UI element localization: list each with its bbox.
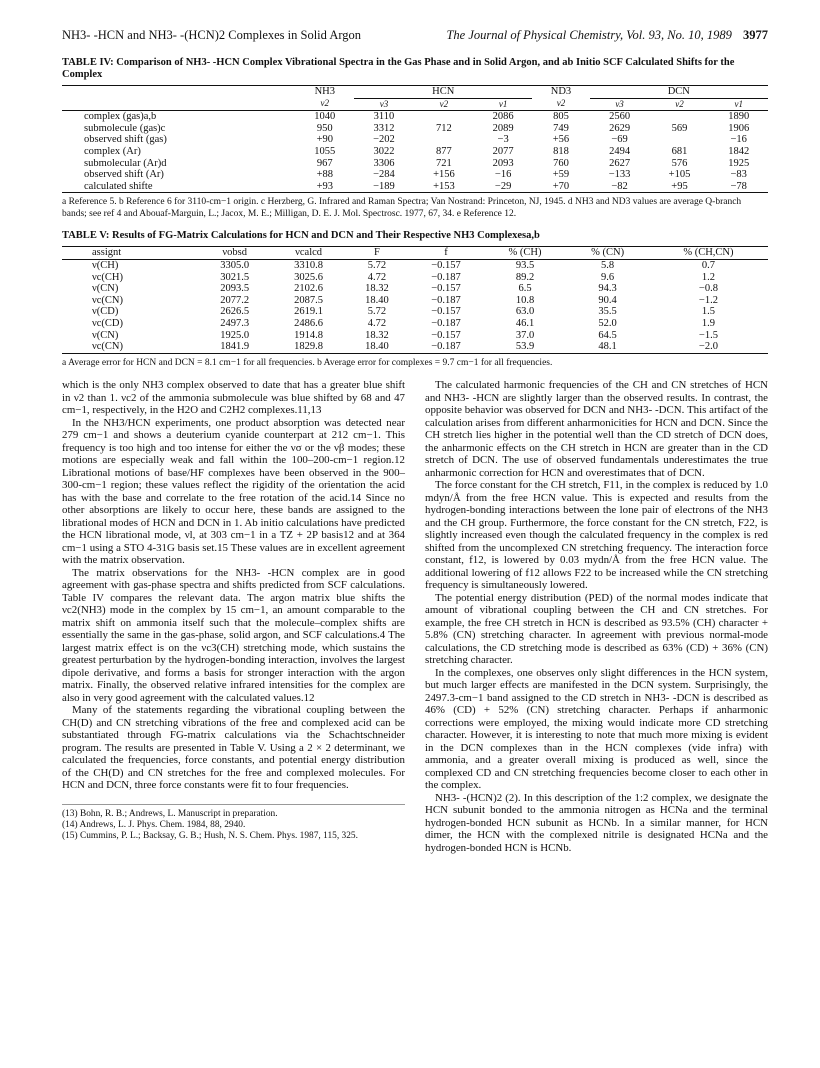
- table-cell: 2494: [609, 145, 631, 157]
- paragraph: Many of the statements regarding the vibrational coupling between the CH(D) and CN stretching vibrations of the free and complexed acid can be substantiated through FG-matrix calculations via the Schachtschneider program. The results are presented in Table V. Using a 2 × 2 determinant, we calculated the frequencies, force constants, and potential energy distribution of the CH(D) and CN stretches for the free and complexed molecules. For HCN and DCN, three force constants were fit to four frequencies.: [62, 704, 405, 792]
- table-cell: 1914.8: [294, 329, 324, 341]
- table-cell: 681: [671, 145, 688, 157]
- table-cell: 18.40: [365, 294, 389, 306]
- table-cell: 1842: [728, 145, 750, 157]
- table4-subhead: ν1: [498, 98, 508, 109]
- table-row: [62, 318, 768, 330]
- table-cell: 3025.6: [294, 271, 324, 283]
- row-label: complex (Ar): [84, 145, 141, 157]
- table4-group-hcn: HCN: [354, 86, 532, 99]
- table-cell: −0.187: [431, 341, 461, 353]
- table-cell: [414, 111, 474, 123]
- paragraph: The calculated harmonic frequencies of the CH and CN stretches of HCN and NH3- -HCN are slightly larger than the observed results. In contrast, the opposite behavior was observed for DCN and NH3- -DCN. This artifact of the calculation arises from different anharmonicities for HCN and DCN. Since the CH stretch lies higher in the potential well than the CD stretch of DCN does, the anharmonic effects on the CH stretch in HCN are greater than in the CD stretch of DCN. The use of observed fundamentals underestimates the true anharmonic correction for HCN and overestimates that of DCN.: [425, 379, 768, 479]
- table-cell: 760: [553, 157, 569, 169]
- table-cell: 805: [553, 111, 569, 123]
- table-cell: −69: [611, 134, 628, 146]
- table-cell: +93: [316, 180, 333, 192]
- table-cell: −83: [730, 169, 747, 181]
- table-cell: −189: [373, 180, 395, 192]
- table-cell: +88: [316, 169, 333, 181]
- table-row: [62, 181, 768, 193]
- table-cell: 2077: [492, 145, 514, 157]
- table-cell: +56: [552, 134, 570, 146]
- table5-caption: TABLE V: Results of FG-Matrix Calculations for HCN and DCN and Their Respective NH3 Complexesa,b: [62, 230, 540, 242]
- table-cell: 2086: [492, 111, 514, 123]
- table-cell: 818: [553, 145, 569, 157]
- table-cell: −82: [611, 180, 628, 192]
- table-cell: 52.0: [598, 317, 617, 329]
- paragraph: The matrix observations for the NH3- -HCN complex are in good agreement with gas-phase spectra and shifts predicted from SCF calculations. Table IV compares the relevant data. The argon matrix blue shifts the νc2(NH3) mode in the complex by 15 cm−1, an amount comparable to the matrix shift on ammonia itself such that the molecule–complex shifts are essentially the same in the gas-phase, solid argon, and SCF calculations.4 The largest matrix effect is on the νc3(CH) stretching mode, which sustains the greatest perturbation by the hydrogen-bonding interaction, involves the largest dipole derivative, and forms a basis for stronger interaction with the argon matrix. Finally, the observed relative infrared intensities for the complex are also in very good agreement with the calculated values.12: [62, 566, 405, 704]
- table4-subheader-row: [62, 98, 768, 111]
- table-cell: 0.7: [701, 259, 715, 271]
- table-cell: −284: [373, 169, 395, 181]
- table-cell: −78: [730, 180, 747, 192]
- table-cell: ν(CH): [92, 259, 119, 271]
- row-label: complex (gas)a,b: [84, 111, 157, 123]
- body-columns: [62, 379, 768, 854]
- table4-subhead: ν3: [379, 98, 389, 109]
- table-cell: 2486.6: [294, 317, 324, 329]
- row-label: observed shift (Ar): [84, 169, 164, 181]
- table-cell: 1.9: [701, 317, 715, 329]
- column-header: % (CH,CN): [683, 247, 734, 259]
- table4-caption: TABLE IV: Comparison of NH3- -HCN Complex Vibrational Spectra in the Gas Phase and in Solid Argon, and ab Initio SCF Calculated Shifts for the Complex: [62, 57, 735, 80]
- table-cell: ν(CN): [92, 329, 119, 341]
- table-row: [62, 295, 768, 307]
- table-row: [62, 123, 768, 135]
- table-cell: −16: [494, 169, 512, 181]
- paragraph: In the NH3/HCN experiments, one product absorption was detected near 279 cm−1 and shows a deuterium cyanide counterpart at 212 cm−1. This frequency is too high and too intense for either the νσ or the νβ modes; these motions are especially weak and fall within the 100–200-cm−1 region.12 Librational motions of base/HF complexes have been observed in the 900–300-cm−1 region; these values reflect the rigidity of the orientation the acid has with the base and correlate to the free rotation of the acid.14 Since no other absorptions are likely to occur here, these bands are assigned to the librational modes of HCN and DCN in 1. Ab initio calculations have predicted the HCN librational mode, νl, at 303 cm−1 in a TZ + 2P basis12 and at 364 cm−1 using a STO 4-31G basis set.15 These values are in excellent agreement with the matrix observation.: [62, 416, 405, 567]
- table-row: [62, 134, 768, 146]
- table-row: [62, 341, 768, 353]
- table-cell: 2102.6: [294, 283, 324, 295]
- table-cell: 877: [436, 145, 452, 157]
- table-cell: 2560: [609, 111, 631, 123]
- table-cell: 18.32: [365, 329, 389, 341]
- reference-item: (15) Cummins, P. L.; Backsay, G. B.; Hush, N. S. Chem. Phys. 1987, 115, 325.: [62, 830, 358, 841]
- table5: [62, 246, 768, 353]
- table-cell: 1925.0: [220, 329, 250, 341]
- running-head: [62, 28, 768, 43]
- paragraph: The force constant for the CH stretch, F11, in the complex is reduced by 1.0 mdyn/Å from the free HCN value. This is expected and results from the hydrogen-bonding interactions between the lone pair of electrons of the NH3 and the CH group. Furthermore, the force constant for the CN stretch, F22, is slightly increased even though the calculated frequency in the complex is red shifted from the uncomplexed CN stretching frequency. The interaction force constant, f12, is lowered by 0.03 mydn/Å from the free HCN value. The additional lowering of f12 allows F22 to be increased while the CN stretching frequency is simultaneously lowered.: [425, 479, 768, 592]
- running-head-title: NH3- -HCN and NH3- -(HCN)2 Complexes in Solid Argon: [62, 28, 362, 42]
- table-cell: −0.157: [431, 259, 461, 271]
- row-label: submolecule (gas)c: [84, 122, 166, 134]
- table-cell: 9.6: [601, 271, 615, 283]
- table4-group-nh3: NH3: [314, 86, 335, 98]
- table-cell: νc(CN): [92, 294, 123, 306]
- table-cell: 569: [671, 122, 688, 134]
- table-cell: 2093: [492, 157, 514, 169]
- table-cell: [414, 134, 474, 146]
- table-cell: +70: [552, 180, 570, 192]
- table5-body: [62, 259, 768, 353]
- table-cell: −0.187: [431, 271, 461, 283]
- table-cell: ν(CN): [92, 283, 119, 295]
- table-cell: 46.1: [515, 317, 535, 329]
- table-cell: 1829.8: [294, 341, 324, 353]
- table-cell: νc(CN): [92, 341, 123, 353]
- table-cell: 1.2: [701, 271, 715, 283]
- table4-group-nd3: ND3: [550, 86, 572, 98]
- column-header: F: [374, 247, 380, 259]
- table-cell: +153: [433, 180, 455, 192]
- table-cell: 721: [436, 157, 452, 169]
- table-cell: +59: [552, 169, 570, 181]
- table-cell: 967: [316, 157, 333, 169]
- table-row: [62, 283, 768, 295]
- table-cell: −0.187: [431, 294, 461, 306]
- reference-item: (14) Andrews, L. J. Phys. Chem. 1984, 88, 2940.: [62, 819, 246, 830]
- table-cell: +90: [316, 134, 333, 146]
- table-row: [62, 330, 768, 342]
- table-cell: 5.72: [367, 259, 387, 271]
- left-column: [62, 379, 405, 854]
- table4-subhead: ν2: [320, 98, 330, 109]
- paragraph: In the complexes, one observes only slight differences in the HCN system, but much larger effects are manifested in the DCN system. Surprisingly, the 2497.3-cm−1 band assigned to the CD stretch in NH3- -DCN is described as 46% (CD) + 52% (CN) stretching character. Perhaps if anharmonic corrections were employed, the mixing would indicate more CD stretching character. However, it is interesting to note that much more mixing is evident in the DCN complexes than in the HCN complexes (vide infra) with ammonia, and a greater overall mixing is produced as well, since the complexed CD and CN stretching frequencies become closer to each other in the complex.: [425, 666, 768, 792]
- table-cell: 1040: [314, 111, 336, 123]
- table-cell: 18.32: [365, 283, 389, 295]
- table-cell: 2497.3: [220, 317, 250, 329]
- table-cell: 6.5: [518, 283, 532, 295]
- table-cell: 1.5: [701, 306, 715, 318]
- table-cell: 2626.5: [220, 306, 250, 318]
- row-label: submolecular (Ar)d: [84, 157, 167, 169]
- table-cell: 712: [436, 122, 452, 134]
- table-cell: −133: [608, 169, 631, 181]
- table4-subhead: ν3: [615, 98, 624, 109]
- table-cell: 950: [316, 122, 333, 134]
- table4-subhead: ν1: [734, 98, 743, 109]
- table-cell: −3: [497, 134, 509, 146]
- table-row: [62, 306, 768, 318]
- table-cell: 1055: [314, 145, 336, 157]
- table-cell: 2627: [609, 157, 631, 169]
- table-cell: 37.0: [515, 329, 535, 341]
- table-cell: −2.0: [698, 341, 718, 353]
- table-cell: 1841.9: [220, 341, 250, 353]
- table-cell: −16: [730, 134, 747, 146]
- table-cell: 64.5: [598, 329, 617, 341]
- table-row: [62, 169, 768, 181]
- references: [62, 804, 405, 842]
- table-cell: 5.8: [601, 259, 615, 271]
- table-cell: −0.187: [431, 317, 461, 329]
- column-header: assignt: [92, 247, 122, 259]
- table-cell: 18.40: [365, 341, 389, 353]
- table4-subhead: ν2: [556, 98, 566, 109]
- column-header: % (CH): [508, 247, 542, 259]
- table4-subhead: ν2: [439, 98, 449, 109]
- table4-body: [62, 111, 768, 193]
- journal-citation: The Journal of Physical Chemistry, Vol. 93, No. 10, 1989: [446, 28, 732, 42]
- table-cell: 1906: [728, 122, 750, 134]
- reference-item: (13) Bohn, R. B.; Andrews, L. Manuscript in preparation.: [62, 808, 278, 819]
- table-cell: [650, 134, 710, 146]
- table-cell: −0.157: [431, 306, 461, 318]
- column-header: νcalcd: [295, 247, 323, 259]
- table-cell: +156: [433, 169, 455, 181]
- table-cell: 3022: [373, 145, 395, 157]
- table-cell: νc(CD): [92, 317, 123, 329]
- table4-subhead: ν2: [675, 98, 684, 109]
- table-cell: 4.72: [367, 271, 387, 283]
- table-cell: −1.2: [698, 294, 718, 306]
- table-cell: ν(CD): [92, 306, 119, 318]
- paragraph: which is the only NH3 complex observed to date that has a greater blue shift in ν2 than 1. νc2 of the ammonia submolecule was blue shifted by 68 and 47 cm−1, respectively, in the H2O and C2H2 complexes.11,13: [62, 379, 405, 417]
- table-cell: 89.2: [515, 271, 535, 283]
- table-cell: νc(CH): [92, 271, 123, 283]
- table-cell: −0.157: [431, 329, 461, 341]
- table-cell: 48.1: [598, 341, 617, 353]
- table-cell: 2077.2: [220, 294, 250, 306]
- table-cell: −1.5: [698, 329, 718, 341]
- table-cell: −202: [373, 134, 395, 146]
- table-row: [62, 259, 768, 271]
- column-header: νobsd: [222, 247, 247, 259]
- table5-header-row: [62, 247, 768, 260]
- page-number: 3977: [743, 28, 768, 42]
- table-cell: +105: [668, 169, 691, 181]
- table-cell: 63.0: [515, 306, 535, 318]
- table-cell: 3110: [373, 111, 395, 123]
- table-cell: 2093.5: [220, 283, 250, 295]
- table-cell: 94.3: [598, 283, 617, 295]
- table-cell: 749: [553, 122, 569, 134]
- table-cell: 93.5: [515, 259, 535, 271]
- table-cell: 2619.1: [294, 306, 324, 318]
- table-cell: 3310.8: [294, 259, 324, 271]
- table-cell: −29: [494, 180, 512, 192]
- table-cell: [650, 111, 710, 123]
- table-cell: 3312: [373, 122, 395, 134]
- table-cell: 5.72: [367, 306, 387, 318]
- table-cell: 2089: [492, 122, 514, 134]
- table-cell: 35.5: [598, 306, 617, 318]
- row-label: observed shift (gas): [84, 134, 167, 146]
- table4-group-dcn: DCN: [590, 86, 768, 99]
- table-cell: −0.8: [698, 283, 718, 295]
- running-head-journal: [446, 28, 768, 43]
- table-cell: 1890: [728, 111, 750, 123]
- right-column: [425, 379, 768, 854]
- paragraph: NH3- -(HCN)2 (2). In this description of the 1:2 complex, we designate the HCN subunit bonded to the ammonia nitrogen as HCNa and the terminal hydrogen-bonded HCN subunit as HCNb. In a similar manner, for HCN dimer, the HCN with the complexed nitrile is designated HCNa and the hydrogen-bonded HCN is HCNb.: [425, 791, 768, 854]
- table-row: [62, 146, 768, 158]
- table-cell: 4.72: [367, 317, 387, 329]
- table4: [62, 85, 768, 193]
- table-row: [62, 158, 768, 170]
- paragraph: The potential energy distribution (PED) of the normal modes indicate that amount of vibrational coupling between the CH and CN stretches. For example, the free CH stretch in HCN is described as 93.5% (CH) character + 5.8% (CN) stretching character. In agreement with previous normal-mode calculations, the CD stretching mode is described as 63% (CD) + 36% (CN) stretching character.: [425, 591, 768, 667]
- column-header: f: [444, 247, 448, 259]
- table-cell: 90.4: [598, 294, 617, 306]
- table-cell: −0.157: [431, 283, 461, 295]
- table-cell: 53.9: [515, 341, 535, 353]
- table-cell: 2629: [609, 122, 631, 134]
- journal-page: [62, 28, 768, 854]
- table-cell: 576: [671, 157, 688, 169]
- table-cell: 3305.0: [220, 259, 250, 271]
- table-cell: +95: [671, 180, 688, 192]
- row-label: calculated shifte: [84, 180, 153, 192]
- table-row: [62, 111, 768, 123]
- table-cell: 2087.5: [294, 294, 324, 306]
- table-cell: 1925: [728, 157, 750, 169]
- table-cell: 3021.5: [220, 271, 250, 283]
- table4-footnote: a Reference 5. b Reference 6 for 3110-cm−1 origin. c Herzberg, G. Infrared and Raman Spectra; Van Nostrand: Princeton, NJ, 1945. d NH3 and ND3 values are average Q-branch bands; see ref 4 and Abouaf-Marguin, L.; Jacox, M. E.; Milligan, D. E. J. Mol. Spectrosc. 1977, 67, 34. e Reference 12.: [62, 197, 742, 219]
- table-cell: 3306: [373, 157, 395, 169]
- table-row: [62, 272, 768, 284]
- table-cell: 10.8: [515, 294, 535, 306]
- table5-footnote: a Average error for HCN and DCN = 8.1 cm−1 for all frequencies. b Average error for complexes = 9.7 cm−1 for all frequencies.: [62, 357, 553, 368]
- column-header: % (CN): [591, 247, 625, 259]
